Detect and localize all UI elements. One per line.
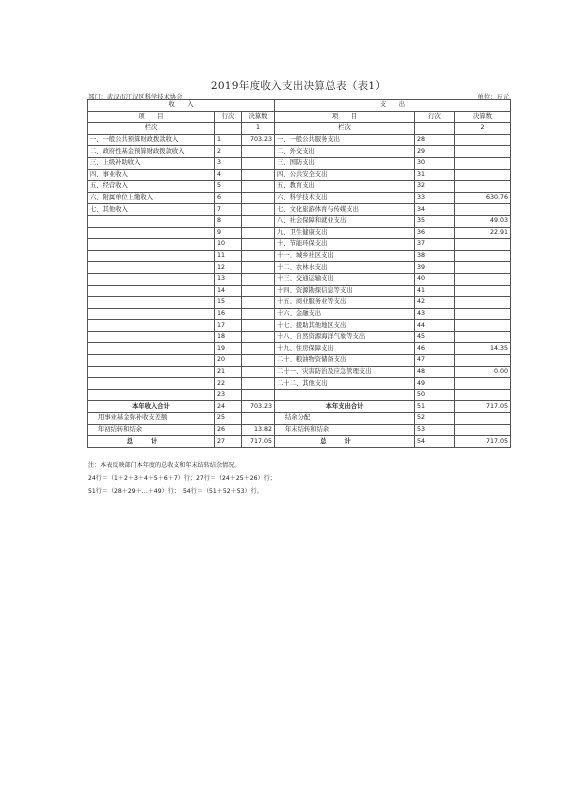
table-body xyxy=(88,100,511,401)
table-row xyxy=(88,378,511,390)
income-amount-cell xyxy=(242,285,275,297)
income-amount-cell xyxy=(242,320,275,332)
expense-row-no-cell: 47 xyxy=(415,355,455,367)
expense-item-cell xyxy=(275,389,415,401)
table-row xyxy=(88,215,511,227)
table-row xyxy=(88,239,511,251)
income-row-no-cell: 12 xyxy=(215,262,242,274)
table-row xyxy=(88,285,511,297)
income-amount-cell xyxy=(242,146,275,158)
income-item-cell: 三、上级补助收入 xyxy=(88,157,215,169)
expense-item-cell: 六、科学技术支出 xyxy=(275,192,415,204)
expense-item-cell: 八、社会保障和就业支出 xyxy=(275,215,415,227)
budget-table xyxy=(87,99,511,448)
table-row xyxy=(88,308,511,320)
expense-amount-cell xyxy=(455,378,511,390)
expense-item-cell: 十二、农林水支出 xyxy=(275,262,415,274)
expense-amount-cell: 14.35 xyxy=(455,343,511,355)
footnotes xyxy=(88,459,276,498)
opening-balance-label: 年初结转和结余 xyxy=(88,424,215,436)
income-row-no-cell: 7 xyxy=(215,204,242,216)
footnote-line: 24行＝（1＋2＋3＋4＋5＋6＋7）行；27行＝（24＋25＋26）行； xyxy=(88,475,276,482)
summary-body xyxy=(88,401,511,447)
expense-column-number: 2 xyxy=(455,123,511,135)
income-amount-cell: 703.23 xyxy=(242,134,275,146)
grand-total-left-label: 总计 xyxy=(88,436,215,448)
income-row-no-cell: 18 xyxy=(215,331,242,343)
income-column-label: 栏次 xyxy=(88,123,215,135)
expense-item-cell: 九、卫生健康支出 xyxy=(275,227,415,239)
column-header-row xyxy=(88,111,511,123)
income-item-cell xyxy=(88,273,215,285)
expense-item-cell: 二、外交支出 xyxy=(275,146,415,158)
income-section-header: 收 入 xyxy=(88,100,275,112)
section-header-row xyxy=(88,100,511,112)
expense-row-no-cell: 49 xyxy=(415,378,455,390)
income-amount-cell xyxy=(242,204,275,216)
income-item-header: 项 目 xyxy=(88,111,215,123)
income-total-label: 本年收入合计 xyxy=(88,401,215,413)
empty-cell xyxy=(415,123,455,135)
income-amount-cell xyxy=(242,355,275,367)
expense-row-no-header: 行次 xyxy=(415,111,455,123)
expense-amount-cell xyxy=(455,297,511,309)
shortfall-row xyxy=(88,413,511,425)
income-item-cell xyxy=(88,320,215,332)
table-row xyxy=(88,331,511,343)
income-amount-cell xyxy=(242,227,275,239)
department-label: 部门：武汉市江汉区科学技术协会 xyxy=(88,94,183,101)
table-row xyxy=(88,192,511,204)
income-row-no-cell: 4 xyxy=(215,169,242,181)
income-row-no-cell: 16 xyxy=(215,308,242,320)
shortfall-label: 用事业基金弥补收支差额 xyxy=(88,413,215,425)
expense-amount-cell: 0.00 xyxy=(455,366,511,378)
expense-item-cell: 七、文化旅游体育与传媒支出 xyxy=(275,204,415,216)
income-amount-cell xyxy=(242,169,275,181)
expense-item-cell: 十一、城乡社区支出 xyxy=(275,250,415,262)
income-row-no-cell: 9 xyxy=(215,227,242,239)
grand-total-row xyxy=(88,436,511,448)
income-item-cell xyxy=(88,250,215,262)
income-item-cell xyxy=(88,343,215,355)
carryover-row xyxy=(88,424,511,436)
grand-total-left-amount: 717.05 xyxy=(242,436,275,448)
expense-row-no-cell: 45 xyxy=(415,331,455,343)
annual-total-row xyxy=(88,401,511,413)
expense-row-no-cell: 37 xyxy=(415,239,455,251)
expense-item-cell: 五、教育支出 xyxy=(275,181,415,193)
income-total-amount: 703.23 xyxy=(242,401,275,413)
opening-balance-row-no: 26 xyxy=(215,424,242,436)
expense-amount-cell xyxy=(455,285,511,297)
expense-item-cell: 十五、商业服务业等支出 xyxy=(275,297,415,309)
table-row xyxy=(88,134,511,146)
income-row-no-cell: 3 xyxy=(215,157,242,169)
expense-item-cell: 一、一般公共服务支出 xyxy=(275,134,415,146)
income-row-no-cell: 2 xyxy=(215,146,242,158)
closing-balance-row-no: 53 xyxy=(415,424,455,436)
expense-item-cell: 二十、粮油物资储备支出 xyxy=(275,355,415,367)
expense-amount-cell xyxy=(455,134,511,146)
expense-amount-header: 决算数 xyxy=(455,111,511,123)
income-item-cell: 四、事业收入 xyxy=(88,169,215,181)
income-amount-cell xyxy=(242,389,275,401)
shortfall-row-no: 25 xyxy=(215,413,242,425)
table-row xyxy=(88,146,511,158)
expense-amount-cell xyxy=(455,262,511,274)
income-amount-cell xyxy=(242,273,275,285)
income-row-no-cell: 5 xyxy=(215,181,242,193)
income-item-cell xyxy=(88,378,215,390)
expense-item-header: 项 目 xyxy=(275,111,415,123)
expense-amount-cell xyxy=(455,169,511,181)
expense-amount-cell xyxy=(455,273,511,285)
income-row-no-cell: 22 xyxy=(215,378,242,390)
expense-row-no-cell: 31 xyxy=(415,169,455,181)
income-item-cell xyxy=(88,262,215,274)
income-row-no-cell: 11 xyxy=(215,250,242,262)
table-row xyxy=(88,297,511,309)
income-row-no-cell: 19 xyxy=(215,343,242,355)
expense-total-amount: 717.05 xyxy=(455,401,511,413)
expense-amount-cell xyxy=(455,389,511,401)
expense-amount-cell xyxy=(455,320,511,332)
expense-row-no-cell: 36 xyxy=(415,227,455,239)
expense-amount-cell xyxy=(455,146,511,158)
expense-row-no-cell: 42 xyxy=(415,297,455,309)
table-row xyxy=(88,355,511,367)
income-amount-cell xyxy=(242,215,275,227)
expense-section-header: 支 出 xyxy=(275,100,511,112)
income-item-cell xyxy=(88,331,215,343)
grand-total-right-label: 总计 xyxy=(275,436,415,448)
income-item-cell xyxy=(88,355,215,367)
expense-amount-cell xyxy=(455,250,511,262)
income-row-no-cell: 13 xyxy=(215,273,242,285)
expense-row-no-cell: 39 xyxy=(415,262,455,274)
income-item-cell xyxy=(88,285,215,297)
table-row xyxy=(88,343,511,355)
column-index-row xyxy=(88,123,511,135)
expense-item-cell: 十七、援助其他地区支出 xyxy=(275,320,415,332)
income-item-cell xyxy=(88,389,215,401)
income-item-cell: 二、政府性基金预算财政拨款收入 xyxy=(88,146,215,158)
expense-item-cell: 十、节能环保支出 xyxy=(275,239,415,251)
empty-cell xyxy=(215,123,242,135)
expense-item-cell: 四、公共安全支出 xyxy=(275,169,415,181)
income-item-cell xyxy=(88,297,215,309)
income-row-no-cell: 15 xyxy=(215,297,242,309)
expense-item-cell: 十六、金融支出 xyxy=(275,308,415,320)
income-row-no-cell: 17 xyxy=(215,320,242,332)
expense-item-cell: 二十二、其他支出 xyxy=(275,378,415,390)
income-row-no-cell: 1 xyxy=(215,134,242,146)
income-item-cell: 一、一般公共预算财政拨款收入 xyxy=(88,134,215,146)
opening-balance-amount: 13.82 xyxy=(242,424,275,436)
income-row-no-cell: 8 xyxy=(215,215,242,227)
income-item-cell: 五、经营收入 xyxy=(88,181,215,193)
income-amount-cell xyxy=(242,378,275,390)
income-amount-cell xyxy=(242,366,275,378)
expense-total-label: 本年支出合计 xyxy=(275,401,415,413)
report-title: 2019年度收入支出决算总表（表1） xyxy=(210,80,387,92)
income-amount-cell xyxy=(242,192,275,204)
expense-item-cell: 二十一、灾害防治及应急管理支出 xyxy=(275,366,415,378)
income-row-no-cell: 20 xyxy=(215,355,242,367)
expense-row-no-cell: 35 xyxy=(415,215,455,227)
expense-row-no-cell: 50 xyxy=(415,389,455,401)
footnote-line: 注：本表反映部门本年度的总收支和年末结转结余情况。 xyxy=(88,462,241,469)
income-item-cell xyxy=(88,215,215,227)
table-row xyxy=(88,273,511,285)
expense-row-no-cell: 30 xyxy=(415,157,455,169)
table-row xyxy=(88,250,511,262)
grand-total-right-row-no: 54 xyxy=(415,436,455,448)
income-item-cell xyxy=(88,366,215,378)
income-item-cell: 七、其他收入 xyxy=(88,204,215,216)
grand-total-right-amount: 717.05 xyxy=(455,436,511,448)
expense-amount-cell: 22.91 xyxy=(455,227,511,239)
shortfall-amount xyxy=(242,413,275,425)
expense-row-no-cell: 48 xyxy=(415,366,455,378)
expense-column-label: 栏次 xyxy=(275,123,415,135)
expense-row-no-cell: 46 xyxy=(415,343,455,355)
expense-item-cell: 三、国防支出 xyxy=(275,157,415,169)
table-row xyxy=(88,227,511,239)
footnote-line: 51行＝（28＋29＋…＋49）行； 54行＝（51＋52＋53）行。 xyxy=(88,488,263,495)
income-amount-cell xyxy=(242,157,275,169)
expense-row-no-cell: 29 xyxy=(415,146,455,158)
income-amount-cell xyxy=(242,239,275,251)
table-row xyxy=(88,204,511,216)
income-row-no-cell: 21 xyxy=(215,366,242,378)
expense-total-row-no: 51 xyxy=(415,401,455,413)
expense-row-no-cell: 32 xyxy=(415,181,455,193)
expense-row-no-cell: 41 xyxy=(415,285,455,297)
income-amount-cell xyxy=(242,297,275,309)
income-row-no-cell: 6 xyxy=(215,192,242,204)
expense-item-cell: 十三、交通运输支出 xyxy=(275,273,415,285)
grand-total-left-row-no: 27 xyxy=(215,436,242,448)
expense-amount-cell xyxy=(455,308,511,320)
income-amount-cell xyxy=(242,262,275,274)
table-row xyxy=(88,181,511,193)
income-item-cell: 六、附属单位上缴收入 xyxy=(88,192,215,204)
income-row-no-cell: 14 xyxy=(215,285,242,297)
expense-item-cell: 十四、资源勘探信息等支出 xyxy=(275,285,415,297)
income-row-no-cell: 23 xyxy=(215,389,242,401)
income-amount-cell xyxy=(242,308,275,320)
income-item-cell xyxy=(88,227,215,239)
income-column-number: 1 xyxy=(242,123,275,135)
table-row xyxy=(88,320,511,332)
expense-amount-cell xyxy=(455,239,511,251)
table-row xyxy=(88,157,511,169)
income-row-no-header: 行次 xyxy=(215,111,242,123)
income-item-cell xyxy=(88,239,215,251)
distribution-label: 结余分配 xyxy=(275,413,415,425)
expense-item-cell: 十八、自然资源海洋气象等支出 xyxy=(275,331,415,343)
table-row xyxy=(88,262,511,274)
income-amount-cell xyxy=(242,331,275,343)
expense-amount-cell xyxy=(455,204,511,216)
income-total-row-no: 24 xyxy=(215,401,242,413)
table-row xyxy=(88,389,511,401)
closing-balance-label: 年末结转和结余 xyxy=(275,424,415,436)
expense-row-no-cell: 28 xyxy=(415,134,455,146)
income-amount-cell xyxy=(242,343,275,355)
expense-item-cell: 十九、住房保障支出 xyxy=(275,343,415,355)
expense-amount-cell xyxy=(455,181,511,193)
expense-amount-cell xyxy=(455,157,511,169)
expense-row-no-cell: 43 xyxy=(415,308,455,320)
table-row xyxy=(88,169,511,181)
expense-amount-cell xyxy=(455,331,511,343)
income-amount-cell xyxy=(242,250,275,262)
expense-amount-cell: 630.76 xyxy=(455,192,511,204)
expense-row-no-cell: 44 xyxy=(415,320,455,332)
income-amount-cell xyxy=(242,181,275,193)
expense-row-no-cell: 40 xyxy=(415,273,455,285)
income-amount-header: 决算数 xyxy=(242,111,275,123)
closing-balance-amount xyxy=(455,424,511,436)
expense-amount-cell: 49.03 xyxy=(455,215,511,227)
unit-label: 单位：万元 xyxy=(477,94,509,101)
income-row-no-cell: 10 xyxy=(215,239,242,251)
distribution-amount xyxy=(455,413,511,425)
income-item-cell xyxy=(88,308,215,320)
expense-amount-cell xyxy=(455,355,511,367)
distribution-row-no: 52 xyxy=(415,413,455,425)
expense-row-no-cell: 34 xyxy=(415,204,455,216)
expense-row-no-cell: 33 xyxy=(415,192,455,204)
table-row xyxy=(88,366,511,378)
expense-row-no-cell: 38 xyxy=(415,250,455,262)
